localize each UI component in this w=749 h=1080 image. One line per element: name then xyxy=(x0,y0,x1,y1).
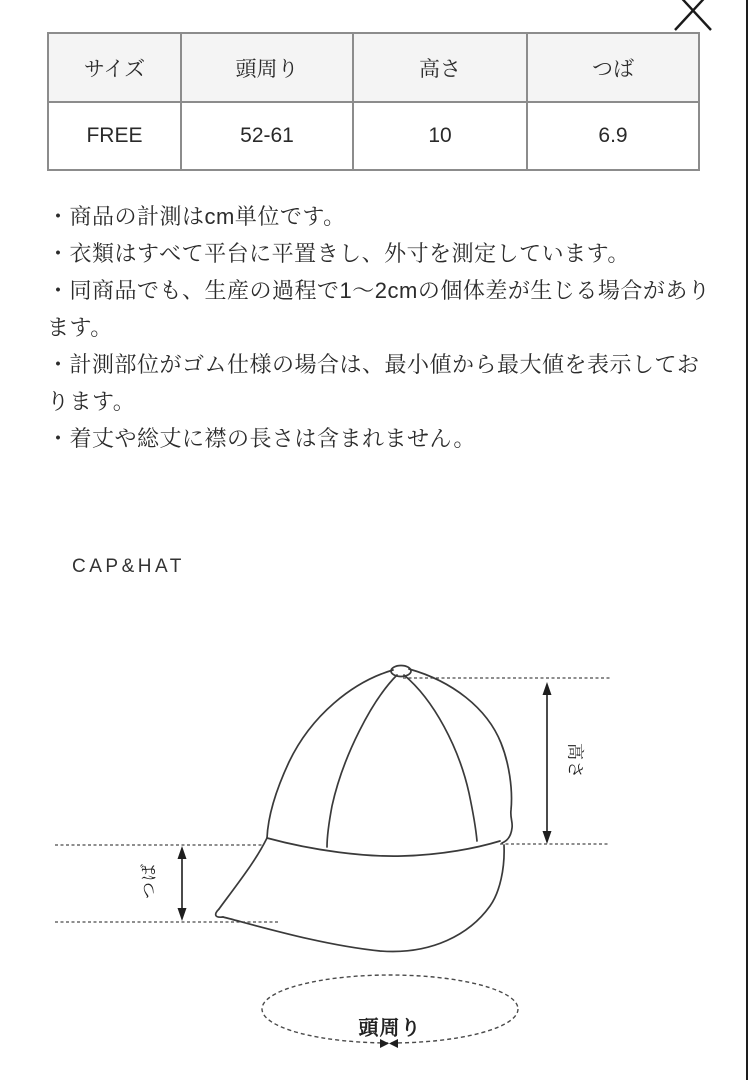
note-bullet: ・ xyxy=(47,278,70,303)
circumference-label: 頭周り xyxy=(358,1017,422,1040)
note-text: 衣類はすべて平台に平置きし、外寸を測定しています。 xyxy=(69,241,630,266)
note-item xyxy=(47,198,719,235)
note-bullet: ・ xyxy=(47,241,70,266)
cell-brim: 6.9 xyxy=(527,102,699,170)
right-border-line xyxy=(746,0,748,1080)
col-header-height: 高さ xyxy=(353,33,527,102)
note-item xyxy=(47,272,719,346)
cell-size: FREE xyxy=(48,102,181,170)
note-text: 計測部位がゴム仕様の場合は、最小値から最大値を表示しております。 xyxy=(47,352,700,414)
note-text: 商品の計測はcm単位です。 xyxy=(69,204,346,229)
note-bullet: ・ xyxy=(47,426,70,451)
brim-label: つば xyxy=(139,863,159,899)
note-item xyxy=(47,420,719,457)
note-bullet: ・ xyxy=(47,204,70,229)
section-title-cap-and-hat: CAP&HAT xyxy=(72,556,185,577)
col-header-brim: つば xyxy=(527,33,699,102)
size-table-data-row xyxy=(48,102,699,170)
cap-button xyxy=(391,666,411,677)
size-table-header-row xyxy=(48,33,699,102)
cell-height: 10 xyxy=(353,102,527,170)
note-text: 同商品でも、生産の過程で1〜2cmの個体差が生じる場合があります。 xyxy=(47,278,711,340)
note-bullet: ・ xyxy=(47,352,70,377)
height-measure-arrow xyxy=(543,682,552,844)
size-table xyxy=(47,32,700,171)
height-label: 高さ xyxy=(565,743,585,779)
measurement-notes xyxy=(47,198,719,457)
brim-measure-arrow xyxy=(178,846,187,921)
cell-head-circumference: 52-61 xyxy=(181,102,353,170)
note-item xyxy=(47,235,719,272)
close-icon xyxy=(675,0,711,30)
note-item xyxy=(47,346,719,420)
cap-outline-drawing xyxy=(216,666,513,952)
col-header-size: サイズ xyxy=(48,33,181,102)
note-text: 着丈や総丈に襟の長さは含まれません。 xyxy=(69,426,476,451)
col-header-head-circumference: 頭周り xyxy=(181,33,353,102)
